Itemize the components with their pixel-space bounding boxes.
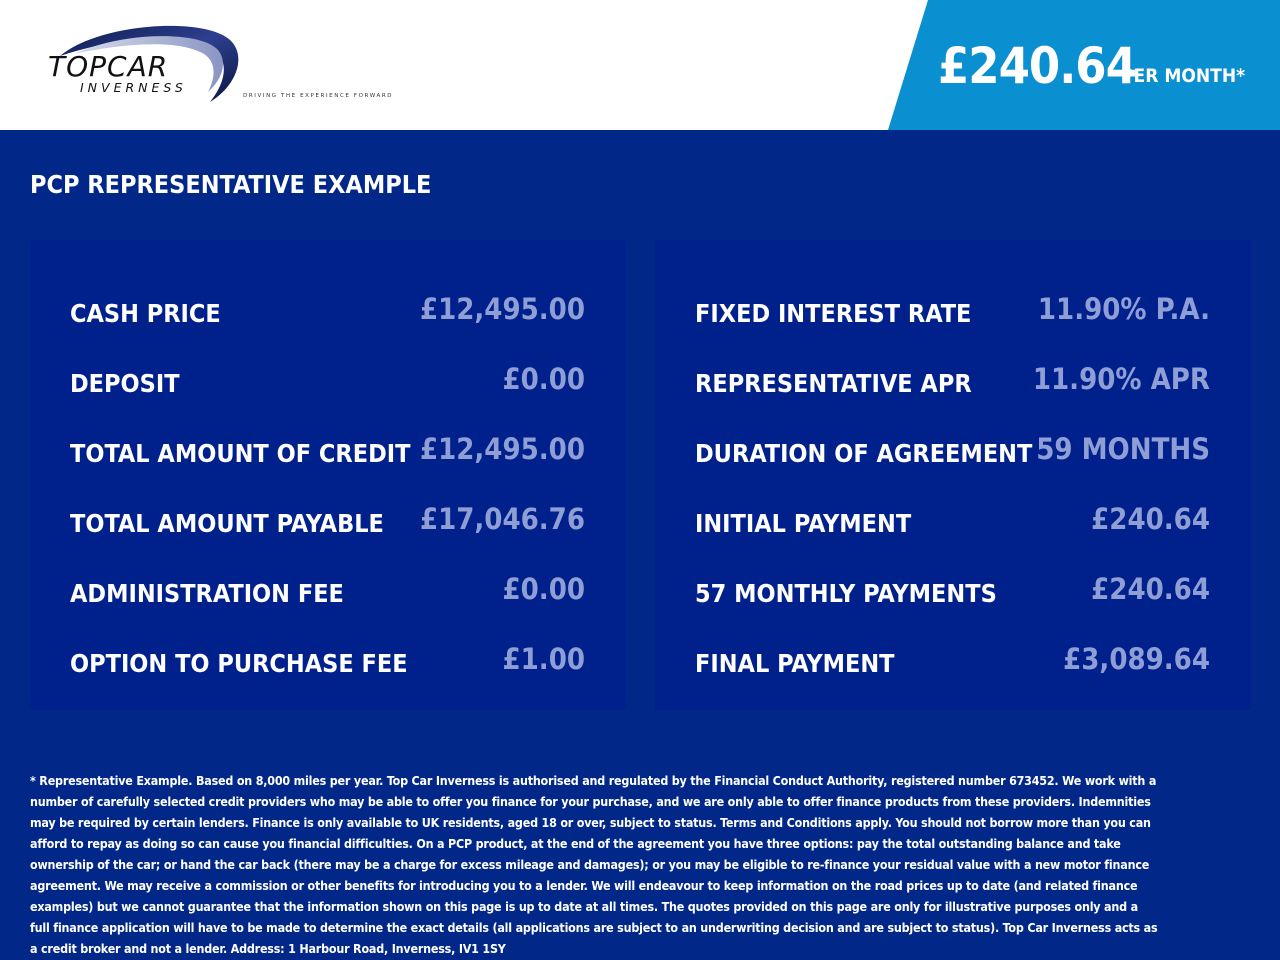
finance-row	[70, 360, 585, 400]
finance-row	[70, 640, 585, 680]
section-title: PCP REPRESENTATIVE EXAMPLE	[30, 170, 432, 199]
finance-row-label: TOTAL AMOUNT PAYABLE	[70, 509, 384, 538]
finance-row-label: FIXED INTEREST RATE	[695, 299, 972, 328]
finance-row-value: £3,089.64	[1063, 642, 1210, 676]
finance-row-label: REPRESENTATIVE APR	[695, 369, 972, 398]
finance-row-label: DEPOSIT	[70, 369, 180, 398]
finance-row-value: £1.00	[502, 642, 585, 676]
finance-row-value: £0.00	[502, 572, 585, 606]
finance-row-value: £240.64	[1091, 572, 1210, 606]
finance-row-value: £12,495.00	[419, 432, 585, 466]
finance-panel-right	[655, 240, 1251, 710]
finance-row-value: £0.00	[502, 362, 585, 396]
finance-row	[695, 360, 1210, 400]
finance-row	[695, 500, 1210, 540]
finance-row-label: FINAL PAYMENT	[695, 649, 895, 678]
finance-row-value: £12,495.00	[419, 292, 585, 326]
finance-row	[70, 570, 585, 610]
finance-row-value: 59 MONTHS	[1036, 432, 1210, 466]
finance-row	[70, 500, 585, 540]
finance-panel-left	[30, 240, 626, 710]
finance-row-label: DURATION OF AGREEMENT	[695, 439, 1033, 468]
finance-row-value: 11.90% P.A.	[1037, 292, 1210, 326]
finance-row	[695, 640, 1210, 680]
finance-row-label: INITIAL PAYMENT	[695, 509, 912, 538]
logo-tagline: DRIVING THE EXPERIENCE FORWARD	[243, 93, 394, 99]
finance-row	[70, 430, 585, 470]
finance-row-value: £17,046.76	[419, 502, 585, 536]
logo-name-main: TOPCAR	[48, 50, 169, 83]
finance-row-label: 57 MONTHLY PAYMENTS	[695, 579, 997, 608]
logo-name-sub: INVERNESS	[80, 80, 187, 95]
finance-row-label: OPTION TO PURCHASE FEE	[70, 649, 408, 678]
finance-row-value: 11.90% APR	[1032, 362, 1210, 396]
disclaimer-text: * Representative Example. Based on 8,000 miles per year. Top Car Inverness is authorised and regulated by the Financial Conduct Authority, registered number 673452. We work with a number of carefully selected credit providers who may be able to offer you finance for your purchase, and we are only able to offer finance products from these providers. Indemnities may be required by certain lenders. Finance is only available to UK residents, aged 18 or over, subject to status. Terms and Conditions apply. You should not borrow more than you can afford to repay as doing so can cause you financial difficulties. On a PCP product, at the end of the agreement you have three options: pay the total outstanding balance and take ownership of the car; or hand the car back (there may be a charge for excess mileage and damages); or you may be eligible to re-finance your residual value with a new motor finance agreement. We may receive a commission or other benefits for introducing you to a lender. We will endeavour to keep information on the road prices up to date (and related finance examples) but we cannot guarantee that the information shown on this page is up to date at all times. The quotes provided on this page are only for illustrative purposes only and a full finance application will have to be made to determine the exact details (all applications are subject to an underwriting decision and are subject to status). Top Car Inverness acts as a credit broker and not a lender. Address: 1 Harbour Road, Inverness, IV1 1SY	[30, 773, 1158, 956]
finance-row-label: CASH PRICE	[70, 299, 221, 328]
monthly-price-amount: £240.64	[938, 37, 1136, 95]
finance-row	[695, 570, 1210, 610]
finance-row	[695, 430, 1210, 470]
finance-row-value: £240.64	[1091, 502, 1210, 536]
finance-row	[70, 290, 585, 330]
finance-row	[695, 290, 1210, 330]
finance-row-label: TOTAL AMOUNT OF CREDIT	[70, 439, 411, 468]
monthly-price-suffix: PER MONTH*	[1121, 65, 1246, 87]
topcar-inverness-logo	[40, 20, 400, 110]
finance-row-label: ADMINISTRATION FEE	[70, 579, 344, 608]
